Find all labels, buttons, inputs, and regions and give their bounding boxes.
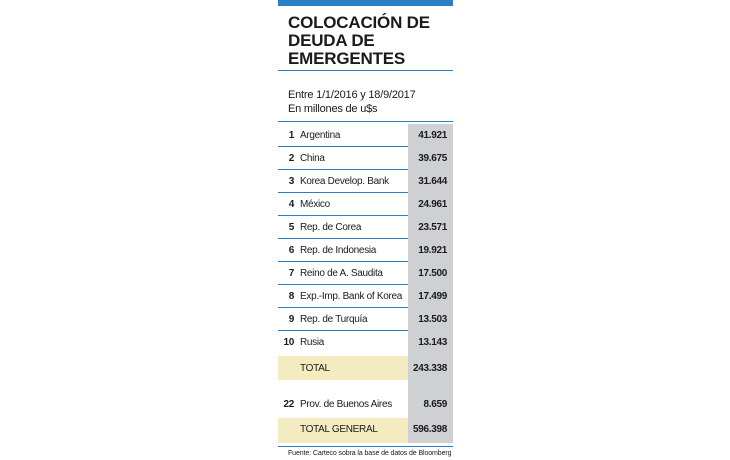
table-row: [278, 285, 453, 308]
issuer-name: Prov. de Buenos Aires: [300, 399, 392, 410]
debt-value: 17.500: [418, 268, 447, 279]
debt-value: 31.644: [418, 176, 447, 187]
table-row: [278, 308, 453, 331]
table-row: [278, 216, 453, 239]
total-label: TOTAL: [300, 363, 330, 374]
rank-number: 5: [288, 222, 294, 233]
table-row: [278, 331, 453, 354]
grand-total-row: [278, 418, 453, 441]
issuer-name: China: [300, 153, 325, 164]
debt-value: 39.675: [418, 153, 447, 164]
source-note: Fuente: Carteco sobra la base de datos de Bloomberg: [288, 450, 452, 457]
table-row: [278, 193, 453, 216]
top-accent-bar: [278, 0, 453, 6]
table-row: [278, 170, 453, 193]
infographic-title: COLOCACIÓN DE DEUDA DE EMERGENTES: [288, 13, 430, 68]
subtitle-divider: [278, 121, 453, 122]
issuer-name: Korea Develop. Bank: [300, 176, 389, 187]
table-row: [278, 239, 453, 262]
rank-number: 7: [288, 268, 294, 279]
issuer-name: Argentina: [300, 130, 341, 141]
debt-value: 13.143: [418, 337, 447, 348]
table-row: [278, 124, 453, 147]
issuer-name: México: [300, 199, 330, 210]
rank-number: 4: [288, 199, 294, 210]
unit-subtitle: En millones de u$s: [288, 103, 378, 115]
rank-number: 1: [288, 130, 294, 141]
debt-value: 41.921: [418, 130, 447, 141]
debt-value: 23.571: [418, 222, 447, 233]
debt-value: 19.921: [418, 245, 447, 256]
issuer-name: Reino de A. Saudita: [300, 268, 383, 279]
rank-number: 8: [288, 291, 294, 302]
debt-value: 8.659: [423, 399, 447, 410]
total-row: [278, 357, 453, 380]
rank-number: 3: [288, 176, 294, 187]
issuer-name: Exp.-Imp. Bank of Korea: [300, 291, 403, 302]
debt-placement-infographic: [278, 0, 453, 460]
title-divider: [278, 70, 453, 71]
table-row: [278, 147, 453, 170]
rank-number: 10: [283, 337, 294, 348]
table-row: [278, 393, 453, 416]
rank-number: 22: [283, 399, 294, 410]
debt-value: 17.499: [418, 291, 447, 302]
rank-number: 2: [288, 153, 294, 164]
grand-total-value: 596.398: [412, 424, 447, 435]
period-subtitle: Entre 1/1/2016 y 18/9/2017: [288, 89, 416, 101]
issuer-name: Rusia: [300, 337, 325, 348]
issuer-name: Rep. de Indonesia: [300, 245, 377, 256]
rank-number: 9: [288, 314, 294, 325]
grand-total-label: TOTAL GENERAL: [300, 424, 378, 435]
table-row: [278, 262, 453, 285]
debt-value: 24.961: [418, 199, 447, 210]
issuer-name: Rep. de Corea: [300, 222, 362, 233]
issuer-name: Rep. de Turquía: [300, 314, 368, 325]
total-value: 243.338: [412, 363, 447, 374]
rank-number: 6: [288, 245, 294, 256]
source-divider: [278, 446, 453, 447]
debt-value: 13.503: [418, 314, 447, 325]
